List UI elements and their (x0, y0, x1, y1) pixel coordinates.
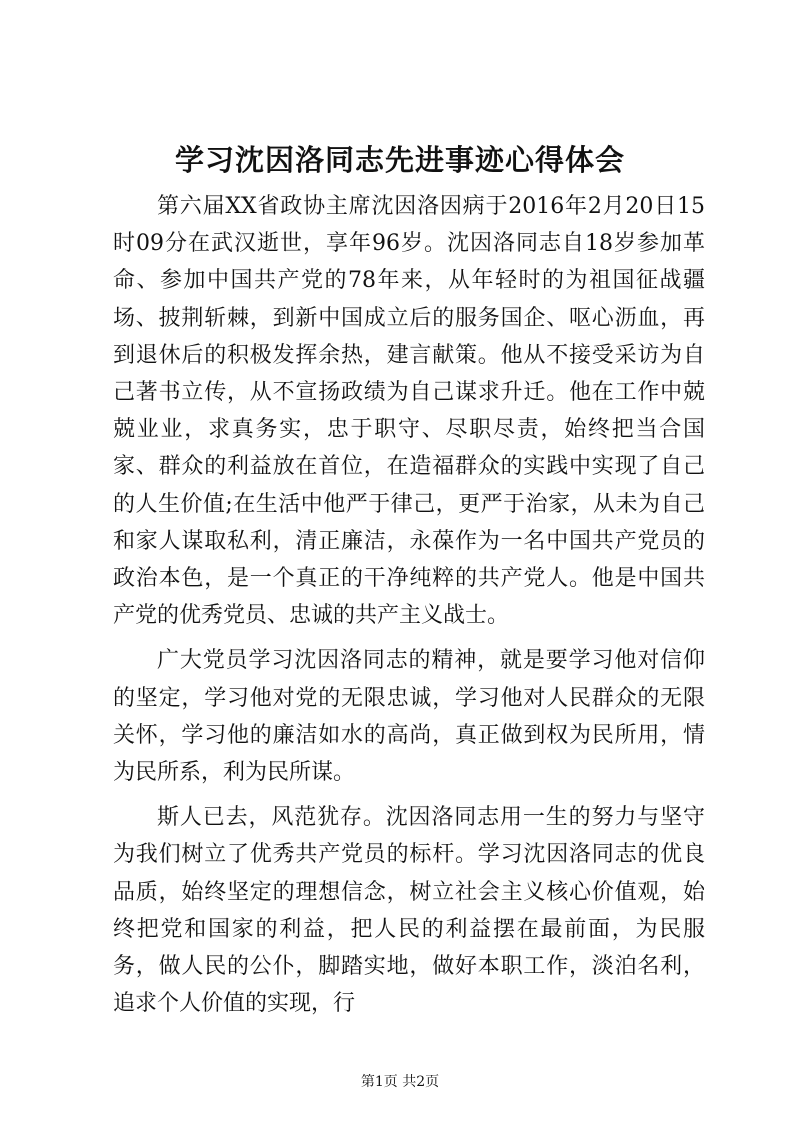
page-footer: 第1页 共2页 (360, 1074, 440, 1090)
document-body (113, 188, 705, 1022)
paragraph-2: 广大党员学习沈因洛同志的精神，就是要学习他对信仰的坚定，学习他对党的无限忠诚，学习他对人民群众的无限关怀，学习他的廉洁如水的高尚，真正做到权为民所用，情为民所系，利为民所谋。 (113, 648, 705, 786)
paragraph-3: 斯人已去，风范犹存。沈因洛同志用一生的努力与坚守为我们树立了优秀共产党员的标杆。学习沈因洛同志的优良品质，始终坚定的理想信念，树立社会主义核心价值观，始终把党和国家的利益，把人民的利益摆在最前面，为民服务，做人民的公仆，脚踏实地，做好本职工作，淡泊名利，追求个人价值的实现，行 (113, 805, 705, 1017)
paragraph-1: 第六届XX省政协主席沈因洛因病于2016年2月20日15时09分在武汉逝世，享年96岁。沈因洛同志自18岁参加革命、参加中国共产党的78年来，从年轻时的为祖国征战疆场、披荆斩棘，到新中国成立后的服务国企、呕心沥血，再到退休后的积极发挥余热，建言献策。他从不接受采访为自己著书立传，从不宣扬政绩为自己谋求升迁。他在工作中兢兢业业，求真务实，忠于职守、尽职尽责，始终把当合国家、群众的利益放在首位，在造福群众的实践中实现了自己的人生价值;在生活中他严于律己，更严于治家，从未为自己和家人谋取私利，清正廉洁，永葆作为一名中国共产党员的政治本色，是一个真正的干净纯粹的共产党人。他是中国共产党的优秀党员、忠诚的共产主义战士。 (113, 194, 705, 629)
document-title: 学习沈因洛同志先进事迹心得体会 (174, 143, 625, 177)
